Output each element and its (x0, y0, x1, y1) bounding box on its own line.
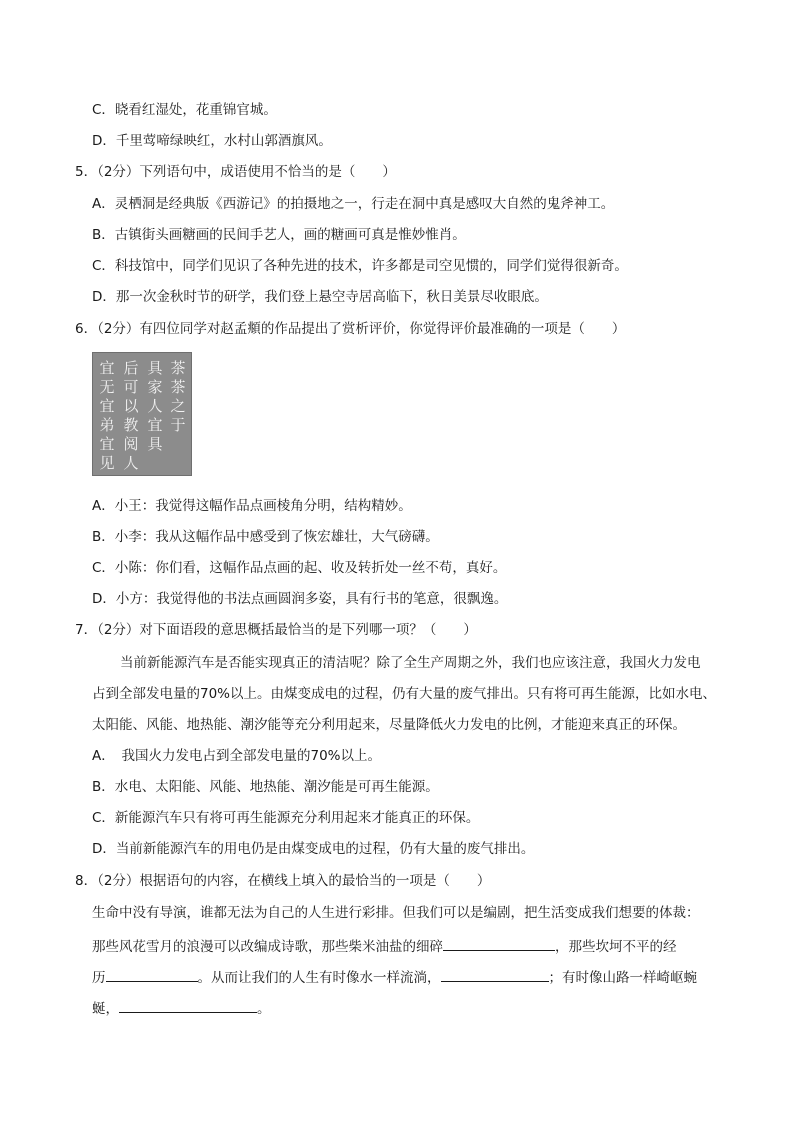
q8-stem: 8．（2分）根据语句的内容，在横线上填入的最恰当的一项是（ ） (75, 873, 491, 889)
fill-blank-2[interactable] (106, 967, 198, 982)
q6-stem: 6．（2分）有四位同学对赵孟頫的作品提出了赏析评价，你觉得评价最准确的一项是（ ） (75, 321, 626, 337)
q7-option-d: D．当前新能源汽车的用电仍是由煤变成电的过程，仍有大量的废气排出。 (92, 841, 535, 857)
q5-option-c: C．科技馆中，同学们见识了各种先进的技术，许多都是司空见惯的，同学们觉得很新奇。 (92, 258, 628, 274)
q7-option-c: C．新能源汽车只有将可再生能源充分利用起来才能真正的环保。 (92, 810, 480, 826)
q6-option-d: D．小方：我觉得他的书法点画圆润多姿，具有行书的笔意，很飘逸。 (92, 591, 508, 607)
q8-line-3-text-b: 。从而让我们的人生有时像水一样流淌， (197, 970, 441, 986)
prev-option-d: D．千里莺啼绿映红，水村山郭酒旗风。 (92, 133, 332, 149)
q8-line-4-text-b: 。 (257, 1001, 271, 1017)
q8-line-2-text-b: ，那些坎坷不平的经 (555, 939, 677, 955)
q7-passage-line-3: 太阳能、风能、地热能、潮汐能等充分利用起来，尽量降低火力发电的比例，才能迎来真正的环保。 (92, 717, 686, 733)
q5-stem: 5．（2分）下列语句中，成语使用不恰当的是（ ） (75, 164, 396, 180)
calligraphy-column-4: 宜无宜弟宜见 (99, 359, 115, 472)
q8-line-4 (92, 998, 271, 1018)
q8-line-3 (92, 967, 697, 987)
fill-blank-4[interactable] (119, 998, 257, 1013)
q8-line-2 (92, 936, 677, 956)
calligraphy-column-2: 具家人宜具 (147, 359, 163, 453)
q8-line-1: 生命中没有导演，谁都无法为自己的人生进行彩排。但我们可以是编剧，把生活变成我们想要的体裁： (92, 905, 700, 921)
calligraphy-column-1: 茶茶之于 (170, 359, 186, 434)
q7-option-a: A． 我国火力发电占到全部发电量的70%以上。 (92, 748, 381, 764)
q6-option-a: A．小王：我觉得这幅作品点画棱角分明，结构精妙。 (92, 498, 412, 514)
prev-option-c: C．晓看红湿处，花重锦官城。 (92, 102, 277, 118)
q7-passage-line-1: 当前新能源汽车是否能实现真正的清洁呢？除了全生产周期之外，我们也应该注意，我国火力发电 (120, 655, 701, 671)
q7-option-b: B．水电、太阳能、风能、地热能、潮汐能是可再生能源。 (92, 779, 439, 795)
q7-stem: 7．（2分）对下面语段的意思概括最恰当的是下列哪一项？（ ） (75, 622, 477, 638)
q8-line-4-text-a: 蜒， (92, 1001, 119, 1017)
q7-passage-line-2: 占到全部发电量的70%以上。由煤变成电的过程，仍有大量的废气排出。只有将可再生能源，比如水电、 (92, 686, 717, 702)
q5-option-d: D．那一次金秋时节的研学，我们登上悬空寺居高临下，秋日美景尽收眼底。 (92, 289, 548, 305)
q8-line-2-text-a: 那些风花雪月的浪漫可以改编成诗歌，那些柴米油盐的细碎 (92, 939, 443, 955)
q5-option-b: B．古镇街头画糖画的民间手艺人，画的糖画可真是惟妙惟肖。 (92, 227, 466, 243)
q8-line-3-text-a: 历 (92, 970, 106, 986)
q5-option-a: A．灵栖洞是经典版《西游记》的拍摄地之一，行走在洞中真是感叹大自然的鬼斧神工。 (92, 196, 615, 212)
calligraphy-column-3: 后可以教阅人 (123, 359, 139, 472)
calligraphy-image (92, 352, 192, 476)
fill-blank-3[interactable] (441, 967, 549, 982)
q6-option-b: B．小李：我从这幅作品中感受到了恢宏雄壮，大气磅礴。 (92, 529, 439, 545)
fill-blank-1[interactable] (443, 936, 555, 951)
q8-line-3-text-c: ；有时像山路一样崎岖蜿 (548, 970, 697, 986)
q6-option-c: C．小陈：你们看，这幅作品点画的起、收及转折处一丝不苟，真好。 (92, 560, 507, 576)
